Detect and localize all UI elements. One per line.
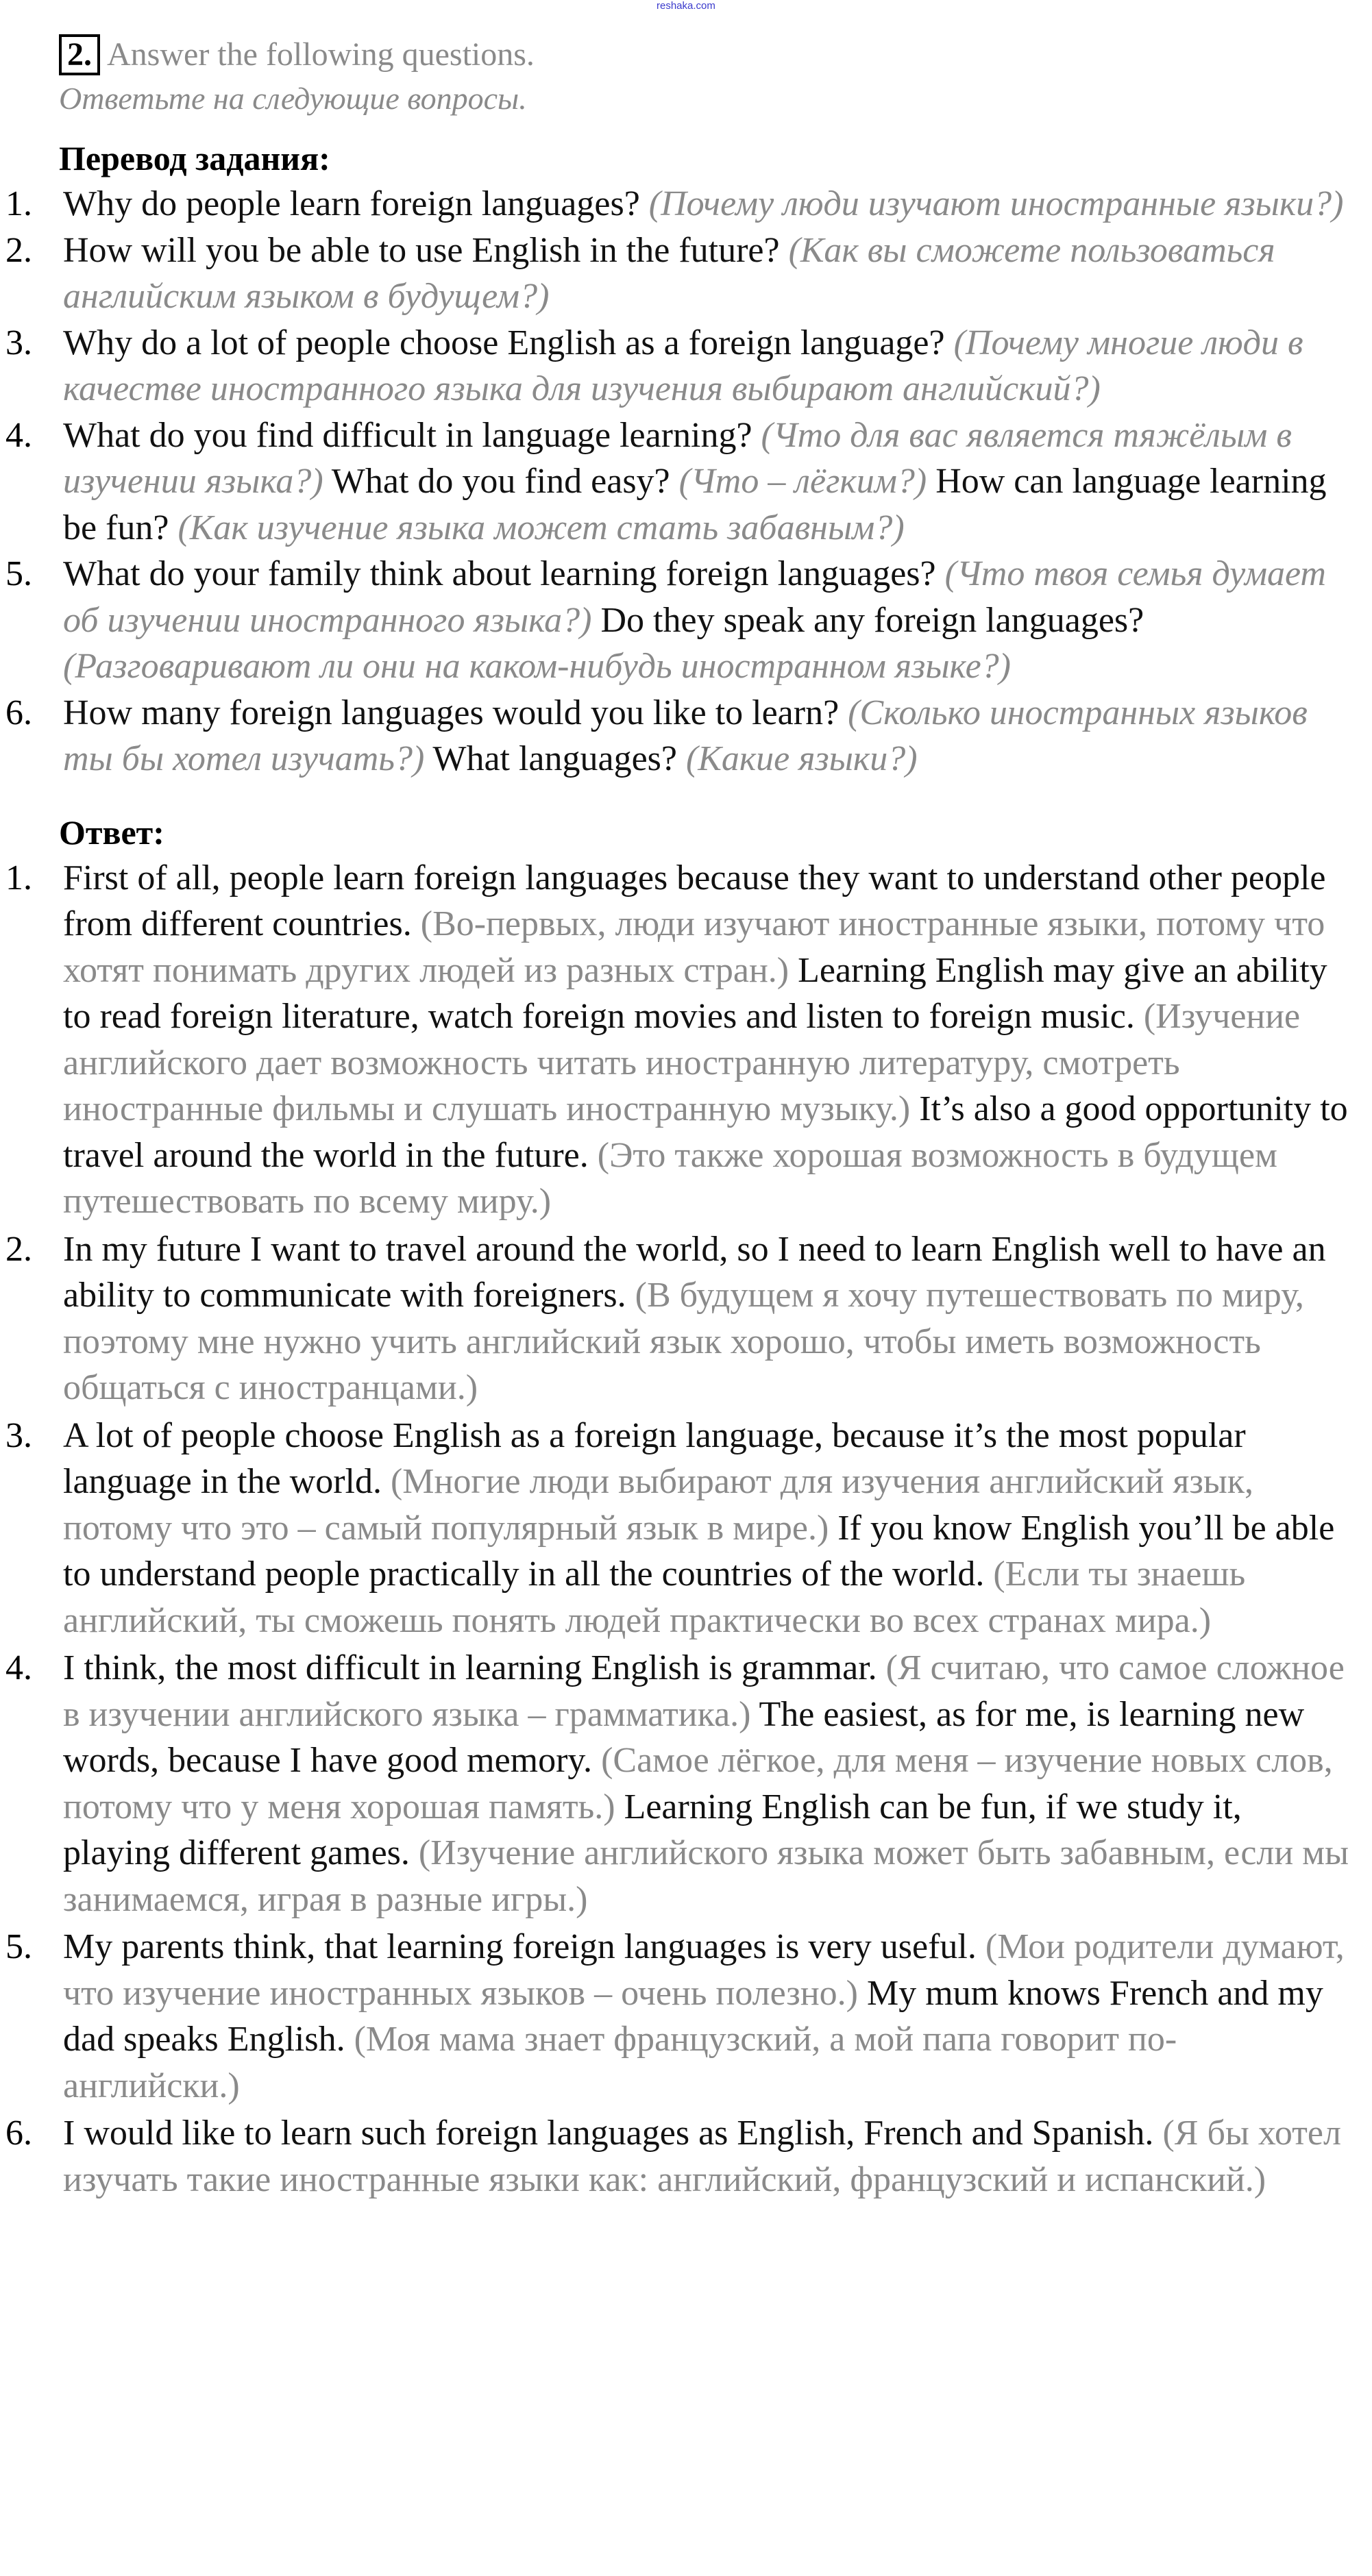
question-item-english-text: How many foreign languages would you like to learn? xyxy=(63,693,840,732)
answer-item-english-text: I would like to learn such foreign languages as English, French and Spanish. xyxy=(63,2114,1154,2153)
top-watermark: reshaka.com xyxy=(657,0,715,12)
answer-item-english-text: Learning English can be fun, if we study it, playing different games. xyxy=(63,1787,1242,1872)
answer-item-english-text: My mum knows French and my dad speaks English. xyxy=(63,1973,1323,2059)
question-item-english-text: Why do people learn foreign languages? xyxy=(63,184,640,223)
answer-item-russian-translation: (Изучение английского дает возможность читать иностранную литературу, смотреть иностранные фильмы и слушать иностранную музыку.) xyxy=(63,997,1301,1128)
question-item-russian-translation: (Какие языки?) xyxy=(685,739,918,778)
question-item-english-text: How can language learning be fun? xyxy=(63,462,1327,547)
question-item xyxy=(0,181,1372,227)
question-item-english-text: What do you find difficult in language learning? xyxy=(63,415,752,455)
answer-item-english-text: The easiest, as for me, is learning new words, because I have good memory. xyxy=(63,1694,1305,1780)
answer-item-russian-translation: (Я бы хотел изучать такие иностранные языки как: английский, французский и испанский.) xyxy=(63,2114,1341,2199)
answer-item-english-text: In my future I want to travel around the world, so I need to learn English well to have an ability to communicate with foreigners. xyxy=(63,1229,1326,1315)
answer-item-number: 1. xyxy=(5,858,32,897)
question-item-russian-translation: (Разговаривают ли они на каком-нибудь иностранном языке?) xyxy=(63,647,1011,686)
question-item-russian-translation: (Как изучение языка может стать забавным?) xyxy=(177,508,905,547)
answer-item xyxy=(0,1413,1372,1644)
answer-item-russian-translation: (Если ты знаешь английский, ты сможешь понять людей практически во всех странах мира.) xyxy=(63,1555,1246,1640)
question-item-number: 2. xyxy=(5,230,32,270)
question-item-russian-translation: (Сколько иностранных языков ты бы хотел изучать?) xyxy=(63,693,1308,778)
question-item-number: 5. xyxy=(5,554,32,593)
answer-item-english-text: I think, the most difficult in learning English is grammar. xyxy=(63,1648,877,1687)
question-item-english-text: How will you be able to use English in the future? xyxy=(63,230,780,270)
answer-item-russian-translation: (Моя мама знает французский, а мой папа говорит по-английски.) xyxy=(63,2020,1177,2105)
question-item-russian-translation: (Почему многие люди в качестве иностранного языка для изучения выбирают английский?) xyxy=(63,323,1303,408)
answer-item-russian-translation: (Многие люди выбирают для изучения английский язык, потому что это – самый популярный язык в мире.) xyxy=(63,1462,1254,1548)
answer-item-russian-translation: (Это также хорошая возможность в будущем путешествовать по всему миру.) xyxy=(63,1135,1277,1221)
answer-item-russian-translation: (Мои родители думают, что изучение иностранных языков – очень полезно.) xyxy=(63,1927,1345,2013)
questions-list xyxy=(0,181,1372,782)
answer-item-english-text: Learning English may give an ability to read foreign literature, watch foreign movies and listen to foreign music. xyxy=(63,950,1327,1036)
answer-item-number: 3. xyxy=(5,1415,32,1455)
answer-item-english-text: My parents think, that learning foreign languages is very useful. xyxy=(63,1927,977,1966)
answer-item-english-text: First of all, people learn foreign languages because they want to understand other people from different countries. xyxy=(63,858,1326,943)
answer-item xyxy=(0,855,1372,1225)
question-item-english-text: What languages? xyxy=(432,739,677,778)
question-item-russian-translation: (Что для вас является тяжёлым в изучении языка?) xyxy=(63,415,1292,501)
task-header xyxy=(59,33,1372,77)
question-item xyxy=(0,227,1372,320)
question-item-russian-translation: (Что твоя семья думает об изучении иностранного языка?) xyxy=(63,554,1326,640)
question-item-english-text: What do your family think about learning foreign languages? xyxy=(63,554,936,593)
question-item-russian-translation: (Почему люди изучают иностранные языки?) xyxy=(648,184,1344,223)
answer-item-russian-translation: (В будущем я хочу путешествовать по миру, поэтому мне нужно учить английский язык хорошо, чтобы иметь возможность общаться с иностранцами.) xyxy=(63,1276,1304,1407)
answer-item-english-text: A lot of people choose English as a foreign language, because it’s the most popular language in the world. xyxy=(63,1415,1246,1501)
question-item xyxy=(0,412,1372,552)
task-title-ru: Ответьте на следующие вопросы. xyxy=(59,81,527,116)
question-item-english-text: What do you find easy? xyxy=(331,462,670,501)
task-title-en: Answer the following questions. xyxy=(107,36,535,73)
question-item-english-text: Do they speak any foreign languages? xyxy=(600,600,1144,640)
question-item-number: 4. xyxy=(5,415,32,455)
question-item-number: 6. xyxy=(5,693,32,732)
answer-heading: Ответ: xyxy=(59,813,164,852)
task-number: 2. xyxy=(59,34,100,75)
answer-item-number: 2. xyxy=(5,1229,32,1269)
question-item xyxy=(0,320,1372,412)
question-item-english-text: Why do a lot of people choose English as a foreign language? xyxy=(63,323,945,362)
question-item xyxy=(0,690,1372,782)
answer-item-number: 6. xyxy=(5,2114,32,2153)
answer-item xyxy=(0,1226,1372,1411)
document xyxy=(0,33,1372,2204)
question-item-russian-translation: (Что – лёгким?) xyxy=(678,462,927,501)
question-item-russian-translation: (Как вы сможете пользоваться английским языком в будущем?) xyxy=(63,230,1275,316)
question-item-number: 1. xyxy=(5,184,32,223)
answer-item-russian-translation: (Изучение английского языка может быть забавным, если мы занимаемся, играя в разные игры.) xyxy=(63,1833,1349,1919)
answer-item-russian-translation: (Самое лёгкое, для меня – изучение новых слов, потому что у меня хорошая память.) xyxy=(63,1741,1333,1826)
question-item xyxy=(0,551,1372,690)
answer-item xyxy=(0,2110,1372,2203)
answer-item-number: 4. xyxy=(5,1648,32,1687)
question-item-number: 3. xyxy=(5,323,32,362)
answer-item-russian-translation: (Во-первых, люди изучают иностранные языки, потому что хотят понимать других людей из разных стран.) xyxy=(63,904,1325,990)
answer-item-russian-translation: (Я считаю, что самое сложное в изучении английского языка – грамматика.) xyxy=(63,1648,1345,1734)
answer-item-number: 5. xyxy=(5,1927,32,1966)
answer-item xyxy=(0,1924,1372,2109)
answer-item-english-text: If you know English you’ll be able to understand people practically in all the countries of the world. xyxy=(63,1508,1335,1594)
answers-list xyxy=(0,855,1372,2203)
answer-item-english-text: It’s also a good opportunity to travel around the world in the future. xyxy=(63,1089,1348,1175)
translation-heading: Перевод задания: xyxy=(59,139,330,177)
answer-item xyxy=(0,1645,1372,1922)
